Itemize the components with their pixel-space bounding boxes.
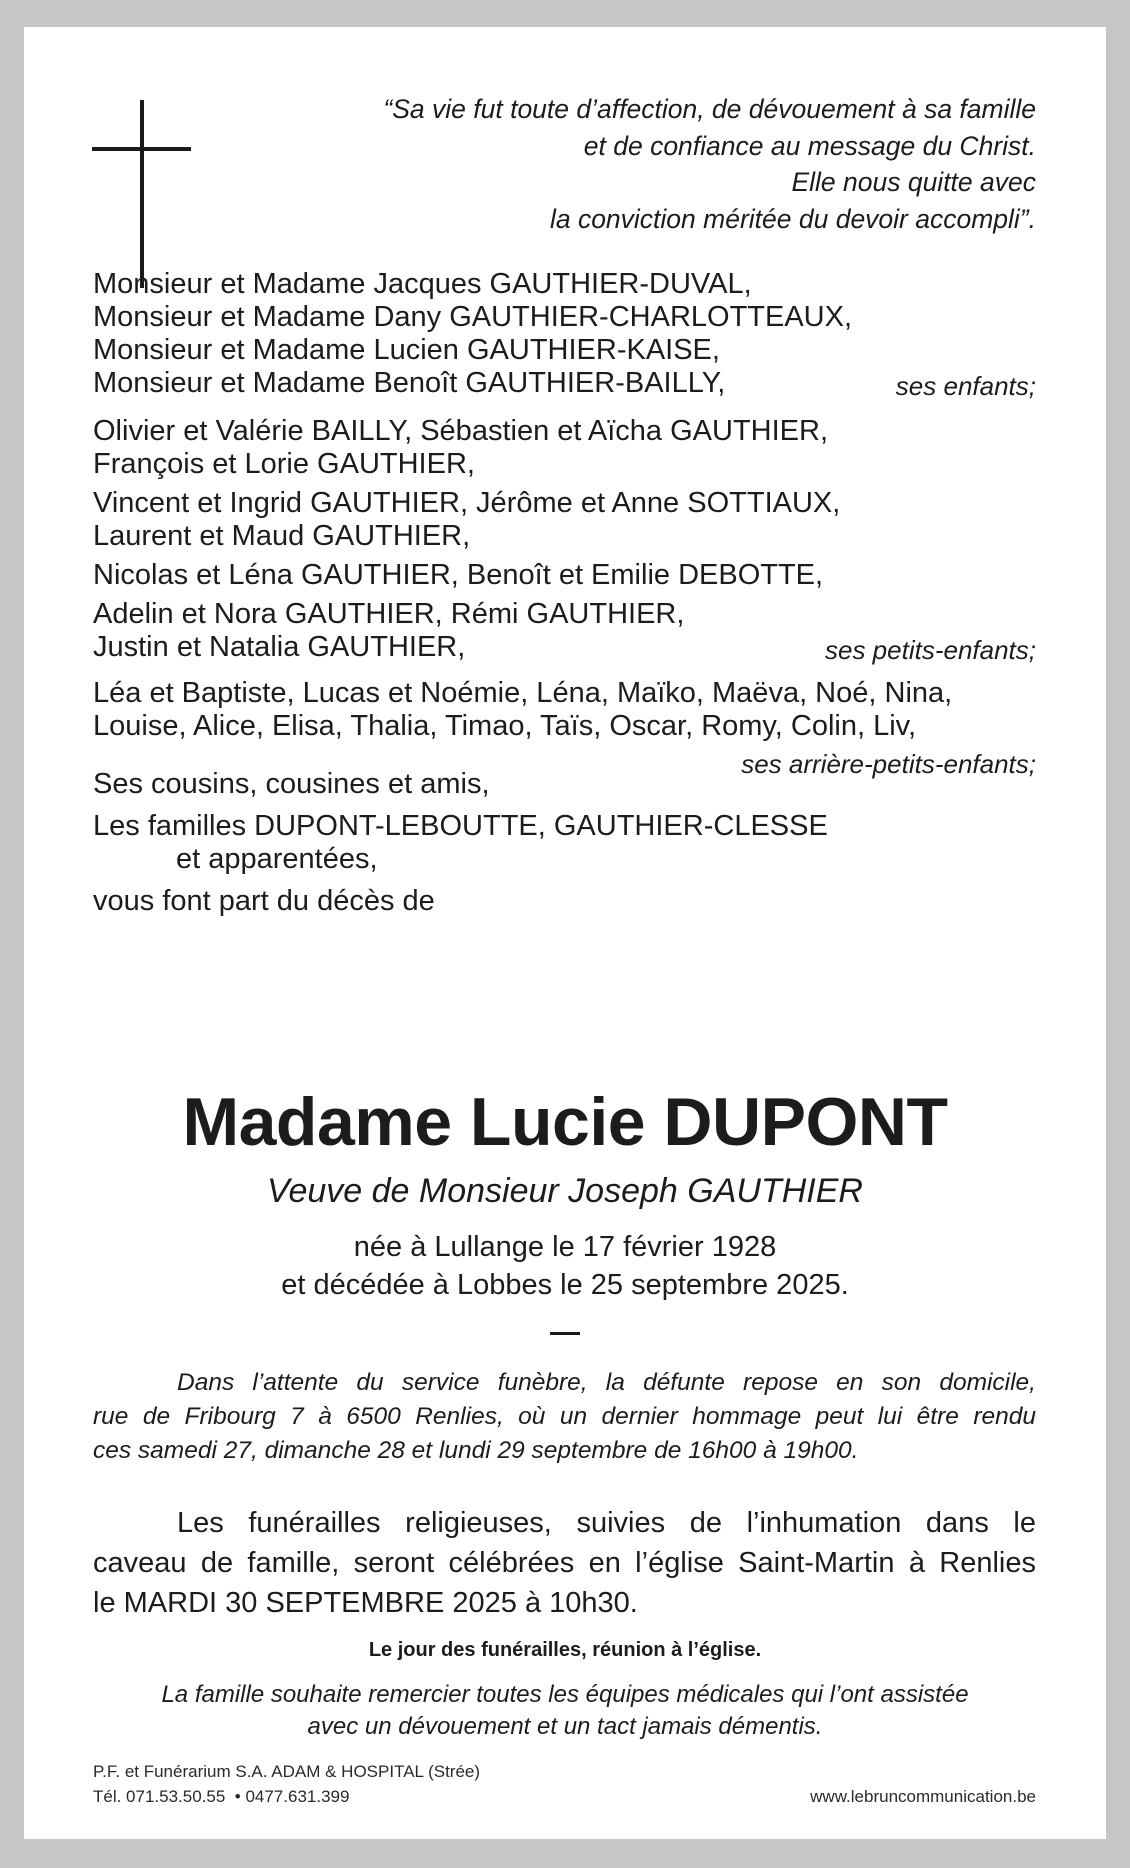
- family-line: Monsieur et Madame Jacques GAUTHIER-DUVAL,: [93, 268, 752, 300]
- cross-icon-bar: [92, 147, 191, 151]
- family-line: Léa et Baptiste, Lucas et Noémie, Léna, Maïko, Maëva, Noé, Nina,: [93, 677, 953, 709]
- relation-label: ses enfants;: [895, 371, 1036, 401]
- family-line: Olivier et Valérie BAILLY, Sébastien et Aïcha GAUTHIER,: [93, 415, 829, 447]
- visitation-paragraph: [93, 1366, 1036, 1468]
- quote: [383, 91, 1036, 237]
- family-line: Monsieur et Madame Lucien GAUTHIER-KAISE,: [93, 334, 720, 366]
- family-line: Monsieur et Madame Benoît GAUTHIER-BAILLY,: [93, 367, 726, 399]
- funeral-paragraph: [93, 1503, 1036, 1623]
- visitation-line: ces samedi 27, dimanche 28 et lundi 29 septembre de 16h00 à 19h00.: [93, 1437, 859, 1464]
- deceased-name: Madame Lucie DUPONT: [182, 1084, 948, 1160]
- family-line: François et Lorie GAUTHIER,: [93, 448, 475, 480]
- divider: [550, 1332, 580, 1335]
- funeral-home: P.F. et Funérarium S.A. ADAM & HOSPITAL (Strée): [93, 1762, 481, 1781]
- relation-label: ses petits-enfants;: [825, 635, 1036, 665]
- visitation-line: Dans l’attente du service funèbre, la défunte repose en son domicile,: [177, 1369, 1036, 1396]
- funeral-line: le MARDI 30 SEPTEMBRE 2025 à 10h30.: [93, 1587, 638, 1619]
- quote-line: la conviction méritée du devoir accompli”.: [549, 203, 1036, 234]
- family-line: Ses cousins, cousines et amis,: [93, 768, 490, 800]
- thanks-note: [24, 1679, 1106, 1743]
- family-line: Vincent et Ingrid GAUTHIER, Jérôme et Anne SOTTIAUX,: [93, 487, 841, 519]
- cross-icon: [140, 100, 144, 288]
- family-line: Les familles DUPONT-LEBOUTTE, GAUTHIER-CLESSE: [93, 810, 828, 842]
- widow-of: Veuve de Monsieur Joseph GAUTHIER: [267, 1172, 863, 1210]
- thanks-line: avec un dévouement et un tact jamais démentis.: [307, 1713, 823, 1740]
- announce-text: vous font part du décès de: [93, 885, 435, 917]
- birth-info: née à Lullange le 17 février 1928: [353, 1231, 777, 1263]
- funeral-line: caveau de famille, seront célébrées en l’église Saint-Martin à Renlies: [93, 1547, 1036, 1579]
- family-line: Laurent et Maud GAUTHIER,: [93, 520, 471, 552]
- visitation-line: rue de Fribourg 7 à 6500 Renlies, où un dernier hommage peut lui être rendu: [93, 1403, 1036, 1430]
- website-link[interactable]: www.lebruncommunication.be: [810, 1787, 1036, 1806]
- phone-numbers: Tél. 071.53.50.55 • 0477.631.399: [93, 1787, 350, 1806]
- family-line: Louise, Alice, Elisa, Thalia, Timao, Taïs, Oscar, Romy, Colin, Liv,: [93, 710, 917, 742]
- funeral-line: Les funérailles religieuses, suivies de l’inhumation dans le: [177, 1507, 1036, 1539]
- meeting-note: Le jour des funérailles, réunion à l’église.: [368, 1639, 762, 1661]
- quote-line: “Sa vie fut toute d’affection, de dévouement à sa famille: [383, 94, 1036, 124]
- family-line: Justin et Natalia GAUTHIER,: [93, 631, 466, 663]
- relation-label: ses arrière-petits-enfants;: [741, 749, 1036, 779]
- quote-line: et de confiance au message du Christ.: [583, 130, 1036, 161]
- family-line: Nicolas et Léna GAUTHIER, Benoît et Emilie DEBOTTE,: [93, 559, 824, 591]
- death-info: et décédée à Lobbes le 25 septembre 2025.: [281, 1269, 849, 1301]
- family-line: Adelin et Nora GAUTHIER, Rémi GAUTHIER,: [93, 598, 685, 630]
- quote-line: Elle nous quitte avec: [791, 167, 1036, 197]
- family-line: et apparentées,: [176, 843, 378, 875]
- thanks-line: La famille souhaite remercier toutes les équipes médicales qui l’ont assistée: [161, 1681, 969, 1708]
- obituary-card: [24, 27, 1106, 1839]
- family-line: Monsieur et Madame Dany GAUTHIER-CHARLOTTEAUX,: [93, 301, 853, 333]
